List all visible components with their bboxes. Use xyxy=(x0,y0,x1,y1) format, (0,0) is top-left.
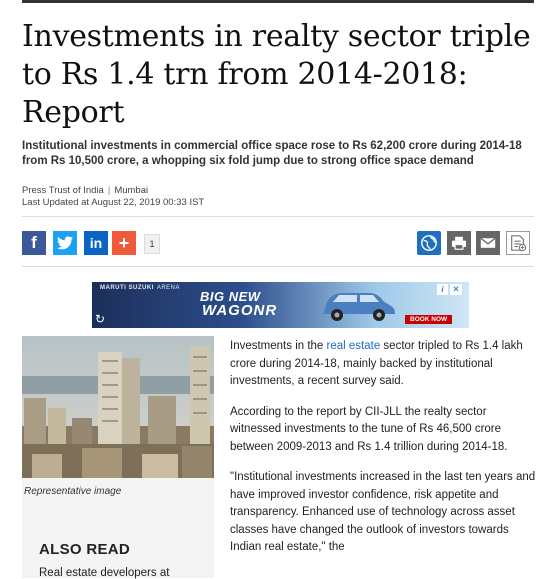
linkedin-share-button[interactable] xyxy=(84,231,108,255)
also-read-link[interactable]: Real estate developers at xyxy=(39,567,170,579)
top-rule xyxy=(22,0,534,3)
city-skyline-photo xyxy=(22,336,214,478)
globe-icon xyxy=(420,234,438,252)
add-note-button[interactable] xyxy=(506,231,530,255)
dateline-location: Mumbai xyxy=(114,185,149,196)
twitter-bird-icon xyxy=(57,236,73,250)
plus-icon: + xyxy=(118,232,130,253)
ad-tagline: BIG NEW xyxy=(200,289,261,304)
replay-icon[interactable]: ↻ xyxy=(95,312,106,326)
note-icon xyxy=(509,234,527,252)
also-read-heading: ALSO READ xyxy=(39,541,131,558)
email-button[interactable] xyxy=(476,231,500,255)
advertisement-banner[interactable] xyxy=(92,282,469,328)
paragraph: Investments in the real estate sector tripled to Rs 1.4 lakh crore during 2014-18, mainly backed by institutional investments, a recent survey said. xyxy=(230,340,523,387)
divider-top xyxy=(22,216,534,217)
paragraph: According to the report by CII-JLL the realty sector witnessed investments to the tune of Rs 46,500 crore between 2009-2013 and Rs 1.4 trillion during 2014-18. xyxy=(230,405,508,453)
ad-brand: MARUTI SUZUKI ARENA xyxy=(100,285,181,291)
byline-separator: | xyxy=(107,185,111,196)
image-caption: Representative image xyxy=(24,486,122,497)
facebook-share-button[interactable] xyxy=(22,231,46,255)
real-estate-link[interactable]: real estate xyxy=(326,340,381,352)
divider-bottom xyxy=(22,266,534,267)
article-headline: Investments in realty sector triple to Rs 1.4 trn from 2014-2018: Report xyxy=(22,19,531,130)
article-sidebar xyxy=(22,336,214,578)
source-name[interactable]: Press Trust of India xyxy=(22,185,104,196)
book-now-button[interactable]: BOOK NOW xyxy=(405,315,452,324)
paragraph: "Institutional investments increased in the last ten years and have improved investor confidence, risk appetite and transparency. Enhanced use of technology across asset classes have changed the outlook of investors towards Indian real estate," the xyxy=(230,471,536,553)
facebook-icon: f xyxy=(31,233,37,252)
ad-model: WAGONR xyxy=(202,302,278,319)
print-button[interactable] xyxy=(447,231,471,255)
article-subheadline: Institutional investments in commercial office space rose to Rs 62,200 crore during 2014-18 from Rs 10,500 crore, a whopping six fold jump due to strong office space demand xyxy=(22,140,522,167)
car-image xyxy=(317,288,397,322)
twitter-share-button[interactable] xyxy=(53,231,77,255)
linkedin-icon: in xyxy=(89,235,103,251)
mail-icon xyxy=(480,237,496,249)
translate-button[interactable] xyxy=(417,231,441,255)
ad-close-icon[interactable]: ✕ xyxy=(450,284,462,295)
adchoices-icon[interactable]: i xyxy=(437,284,448,295)
article-body xyxy=(230,338,536,570)
last-updated: Last Updated at August 22, 2019 00:33 IST xyxy=(22,197,205,208)
more-share-button[interactable] xyxy=(112,231,136,255)
print-icon xyxy=(451,236,467,250)
byline xyxy=(22,185,148,197)
share-count: 1 xyxy=(144,234,160,254)
